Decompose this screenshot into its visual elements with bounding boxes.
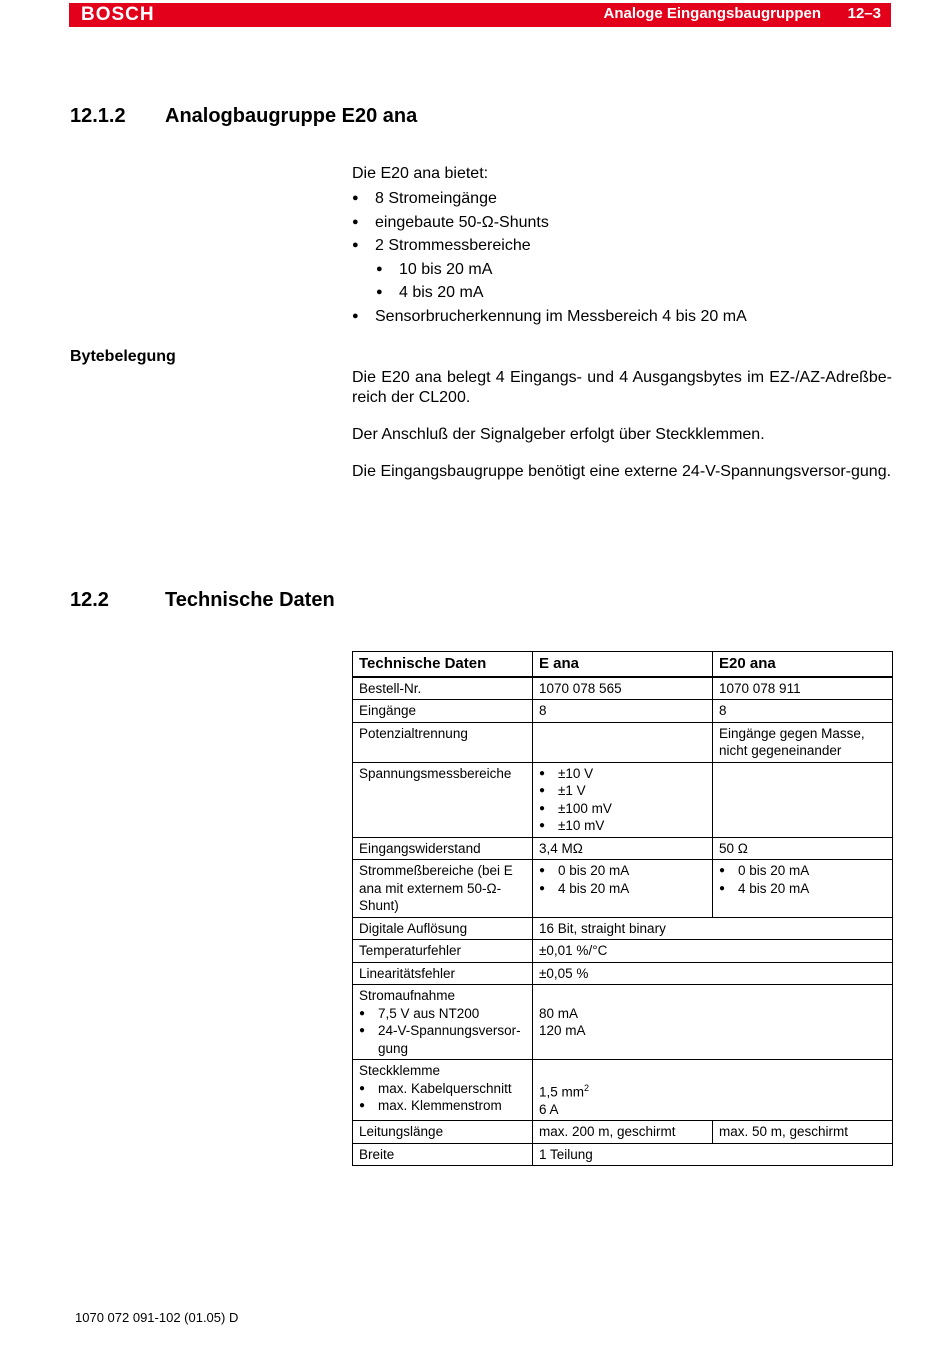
header-title: Analoge Eingangsbaugruppen (603, 5, 821, 22)
cell (533, 762, 713, 837)
superscript: 2 (584, 1082, 590, 1093)
table-row (353, 962, 893, 985)
cell (533, 722, 713, 762)
list-item: ● max. Kabelquerschnitt (359, 1080, 526, 1098)
intro-lead: Die E20 ana bietet: (352, 165, 489, 182)
cell: ±0,01 %/°C (533, 940, 893, 963)
cell-list (719, 862, 886, 897)
page-number: 12–3 (847, 5, 881, 22)
cell-value: 80 mA (539, 1005, 579, 1021)
cell-value (539, 1080, 886, 1101)
cell (533, 985, 893, 1060)
list-item: ● 7,5 V aus NT200 (359, 1005, 526, 1023)
list-item: ● ±10 mV (539, 817, 706, 835)
section-title: Technische Daten (165, 589, 335, 611)
paragraph: Die Eingangsbaugruppe benötigt eine externe 24-V-Spannungsversor-gung. (352, 463, 892, 480)
row-label: Breite (353, 1143, 533, 1166)
cell (713, 860, 893, 918)
row-label: Digitale Auflösung (353, 917, 533, 940)
row-label: Temperaturfehler (353, 940, 533, 963)
cell: 50 Ω (713, 837, 893, 860)
table-row (353, 837, 893, 860)
table-row (353, 722, 893, 762)
cell: 8 (713, 700, 893, 723)
bosch-logo: BOSCH (81, 4, 155, 25)
table-header-row (353, 652, 893, 677)
list-item: ● 0 bis 20 mA (719, 862, 886, 880)
byte-block (352, 368, 892, 482)
cell-label: Stromaufnahme (359, 988, 456, 1003)
list-item: ● ±100 mV (539, 800, 706, 818)
row-label: Leitungslänge (353, 1121, 533, 1144)
cell-label: Steckklemme (359, 1063, 441, 1078)
list-item: ● 4 bis 20 mA (719, 880, 886, 898)
table-row (353, 677, 893, 700)
list-item: ● eingebaute 50-Ω-Shunts (352, 211, 892, 235)
cell-list (539, 862, 706, 897)
row-label (353, 1060, 533, 1121)
cell: 1070 078 911 (713, 677, 893, 700)
row-label: Bestell-Nr. (353, 677, 533, 700)
row-label: Spannungsmessbereiche (353, 762, 533, 837)
cell: 8 (533, 700, 713, 723)
list-item: ● 10 bis 20 mA (376, 258, 892, 282)
feature-list (352, 187, 892, 329)
cell-list (539, 765, 706, 835)
cell (713, 762, 893, 837)
cell-value-text: 1,5 mm (539, 1084, 585, 1099)
list-item: ● 0 bis 20 mA (539, 862, 706, 880)
section-number: 12.2 (70, 589, 109, 611)
row-label (353, 985, 533, 1060)
table-row (353, 940, 893, 963)
cell: 3,4 MΩ (533, 837, 713, 860)
tech-data-table (352, 651, 893, 1166)
row-label: Eingänge (353, 700, 533, 723)
table-row (353, 1060, 893, 1121)
cell: 16 Bit, straight binary (533, 917, 893, 940)
row-label: Potenzialtrennung (353, 722, 533, 762)
list-item: ● 4 bis 20 mA (376, 281, 892, 305)
intro-block (352, 164, 892, 329)
list-item: ● 24-V-Spannungsversor-gung (359, 1022, 526, 1057)
cell-list (359, 1005, 526, 1058)
cell (533, 860, 713, 918)
page-header (69, 3, 891, 27)
cell (533, 1060, 893, 1121)
table-row (353, 1121, 893, 1144)
footer-doc-number: 1070 072 091-102 (01.05) D (75, 1310, 239, 1325)
cell: max. 50 m, geschirmt (713, 1121, 893, 1144)
column-header: Technische Daten (353, 652, 533, 677)
paragraph: Die E20 ana belegt 4 Eingangs- und 4 Ausgangsbytes im EZ-/AZ-Adreßbe-reich der CL200. (352, 369, 892, 406)
table-row (353, 985, 893, 1060)
row-label: Eingangswiderstand (353, 837, 533, 860)
section-number: 12.1.2 (70, 105, 126, 127)
cell-value: 120 mA (539, 1023, 586, 1038)
cell: 1070 078 565 (533, 677, 713, 700)
section-title: Analogbaugruppe E20 ana (165, 105, 418, 127)
paragraph: Der Anschluß der Signalgeber erfolgt über Steckklemmen. (352, 426, 765, 443)
list-item: ● ±1 V (539, 782, 706, 800)
table-row (353, 1143, 893, 1166)
cell: max. 200 m, geschirmt (533, 1121, 713, 1144)
row-label: Strommeßbereiche (bei E ana mit externem 50-Ω-Shunt) (353, 860, 533, 918)
table-row (353, 860, 893, 918)
list-item: ● max. Klemmenstrom (359, 1097, 526, 1115)
list-item: ● 2 Strommessbereiche (352, 234, 892, 258)
table-row (353, 762, 893, 837)
row-label: Linearitätsfehler (353, 962, 533, 985)
list-item: ● 4 bis 20 mA (539, 880, 706, 898)
table-row (353, 700, 893, 723)
list-item: ● Sensorbrucherkennung im Messbereich 4 bis 20 mA (352, 305, 892, 329)
cell-value: 6 A (539, 1101, 559, 1117)
side-label: Bytebelegung (70, 348, 176, 365)
column-header: E20 ana (713, 652, 893, 677)
cell: Eingänge gegen Masse, nicht gegeneinander (713, 722, 893, 762)
cell-list (359, 1080, 526, 1115)
list-item: ● 8 Stromeingänge (352, 187, 892, 211)
cell: 1 Teilung (533, 1143, 893, 1166)
cell: ±0,05 % (533, 962, 893, 985)
list-item: ● ±10 V (539, 765, 706, 783)
table-row (353, 917, 893, 940)
column-header: E ana (533, 652, 713, 677)
